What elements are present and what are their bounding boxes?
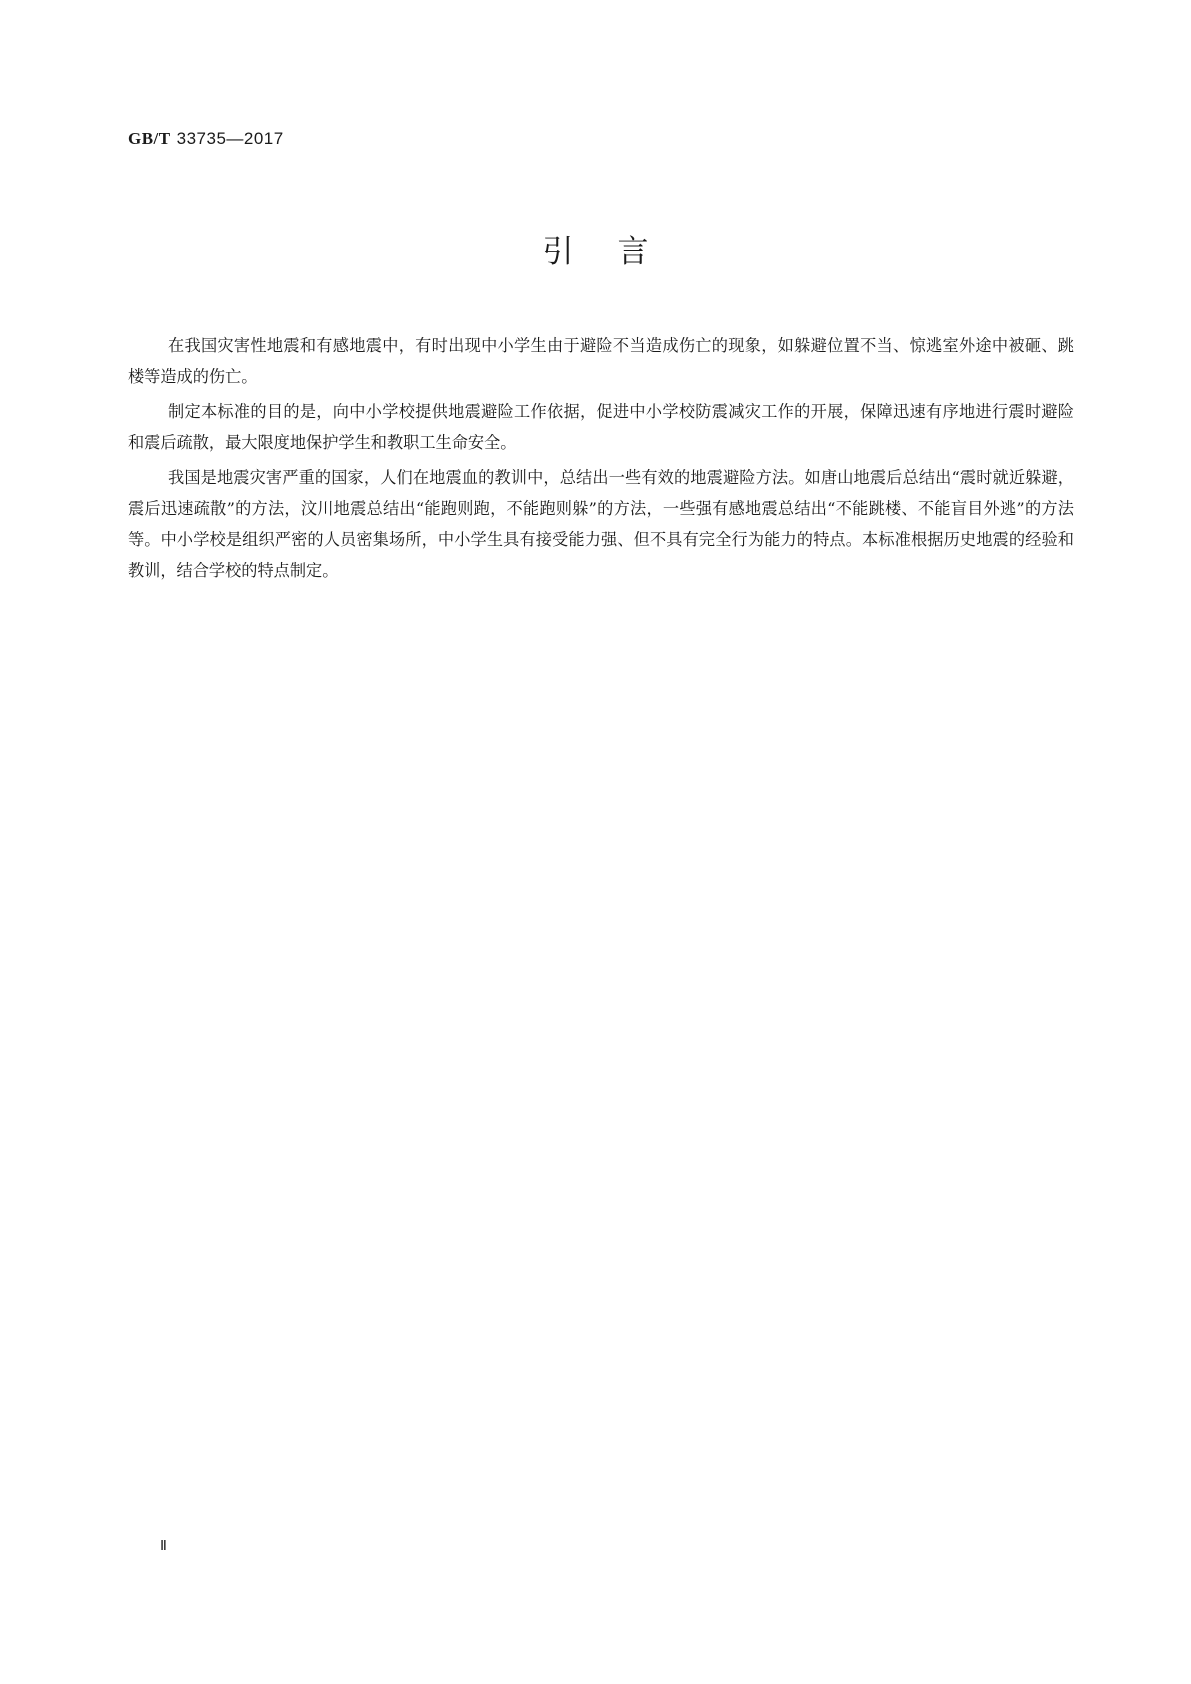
section-title: 引言	[542, 234, 693, 270]
standard-code	[128, 129, 284, 149]
paragraph: 我国是地震灾害严重的国家，人们在地震血的教训中，总结出一些有效的地震避险方法。如唐山地震后总结出“震时就近躲避，震后迅速疏散”的方法，汶川地震总结出“能跑则跑，不能跑则躲”的方法，一些强有感地震总结出“不能跳楼、不能盲目外逃”的方法等。中小学校是组织严密的人员密集场所，中小学生具有接受能力强、但不具有完全行为能力的特点。本标准根据历史地震的经验和教训，结合学校的特点制定。	[128, 468, 1074, 580]
standard-code-prefix: GB/T	[128, 129, 171, 148]
introduction-body	[128, 330, 1074, 590]
page-number: Ⅱ	[160, 1539, 168, 1554]
paragraph: 制定本标准的目的是，向中小学校提供地震避险工作依据，促进中小学校防震减灾工作的开展，保障迅速有序地进行震时避险和震后疏散，最大限度地保护学生和教职工生命安全。	[128, 402, 1074, 452]
standard-code-number: 33735—2017	[176, 129, 284, 148]
paragraph: 在我国灾害性地震和有感地震中，有时出现中小学生由于避险不当造成伤亡的现象，如躲避位置不当、惊逃室外途中被砸、跳楼等造成的伤亡。	[128, 336, 1074, 386]
